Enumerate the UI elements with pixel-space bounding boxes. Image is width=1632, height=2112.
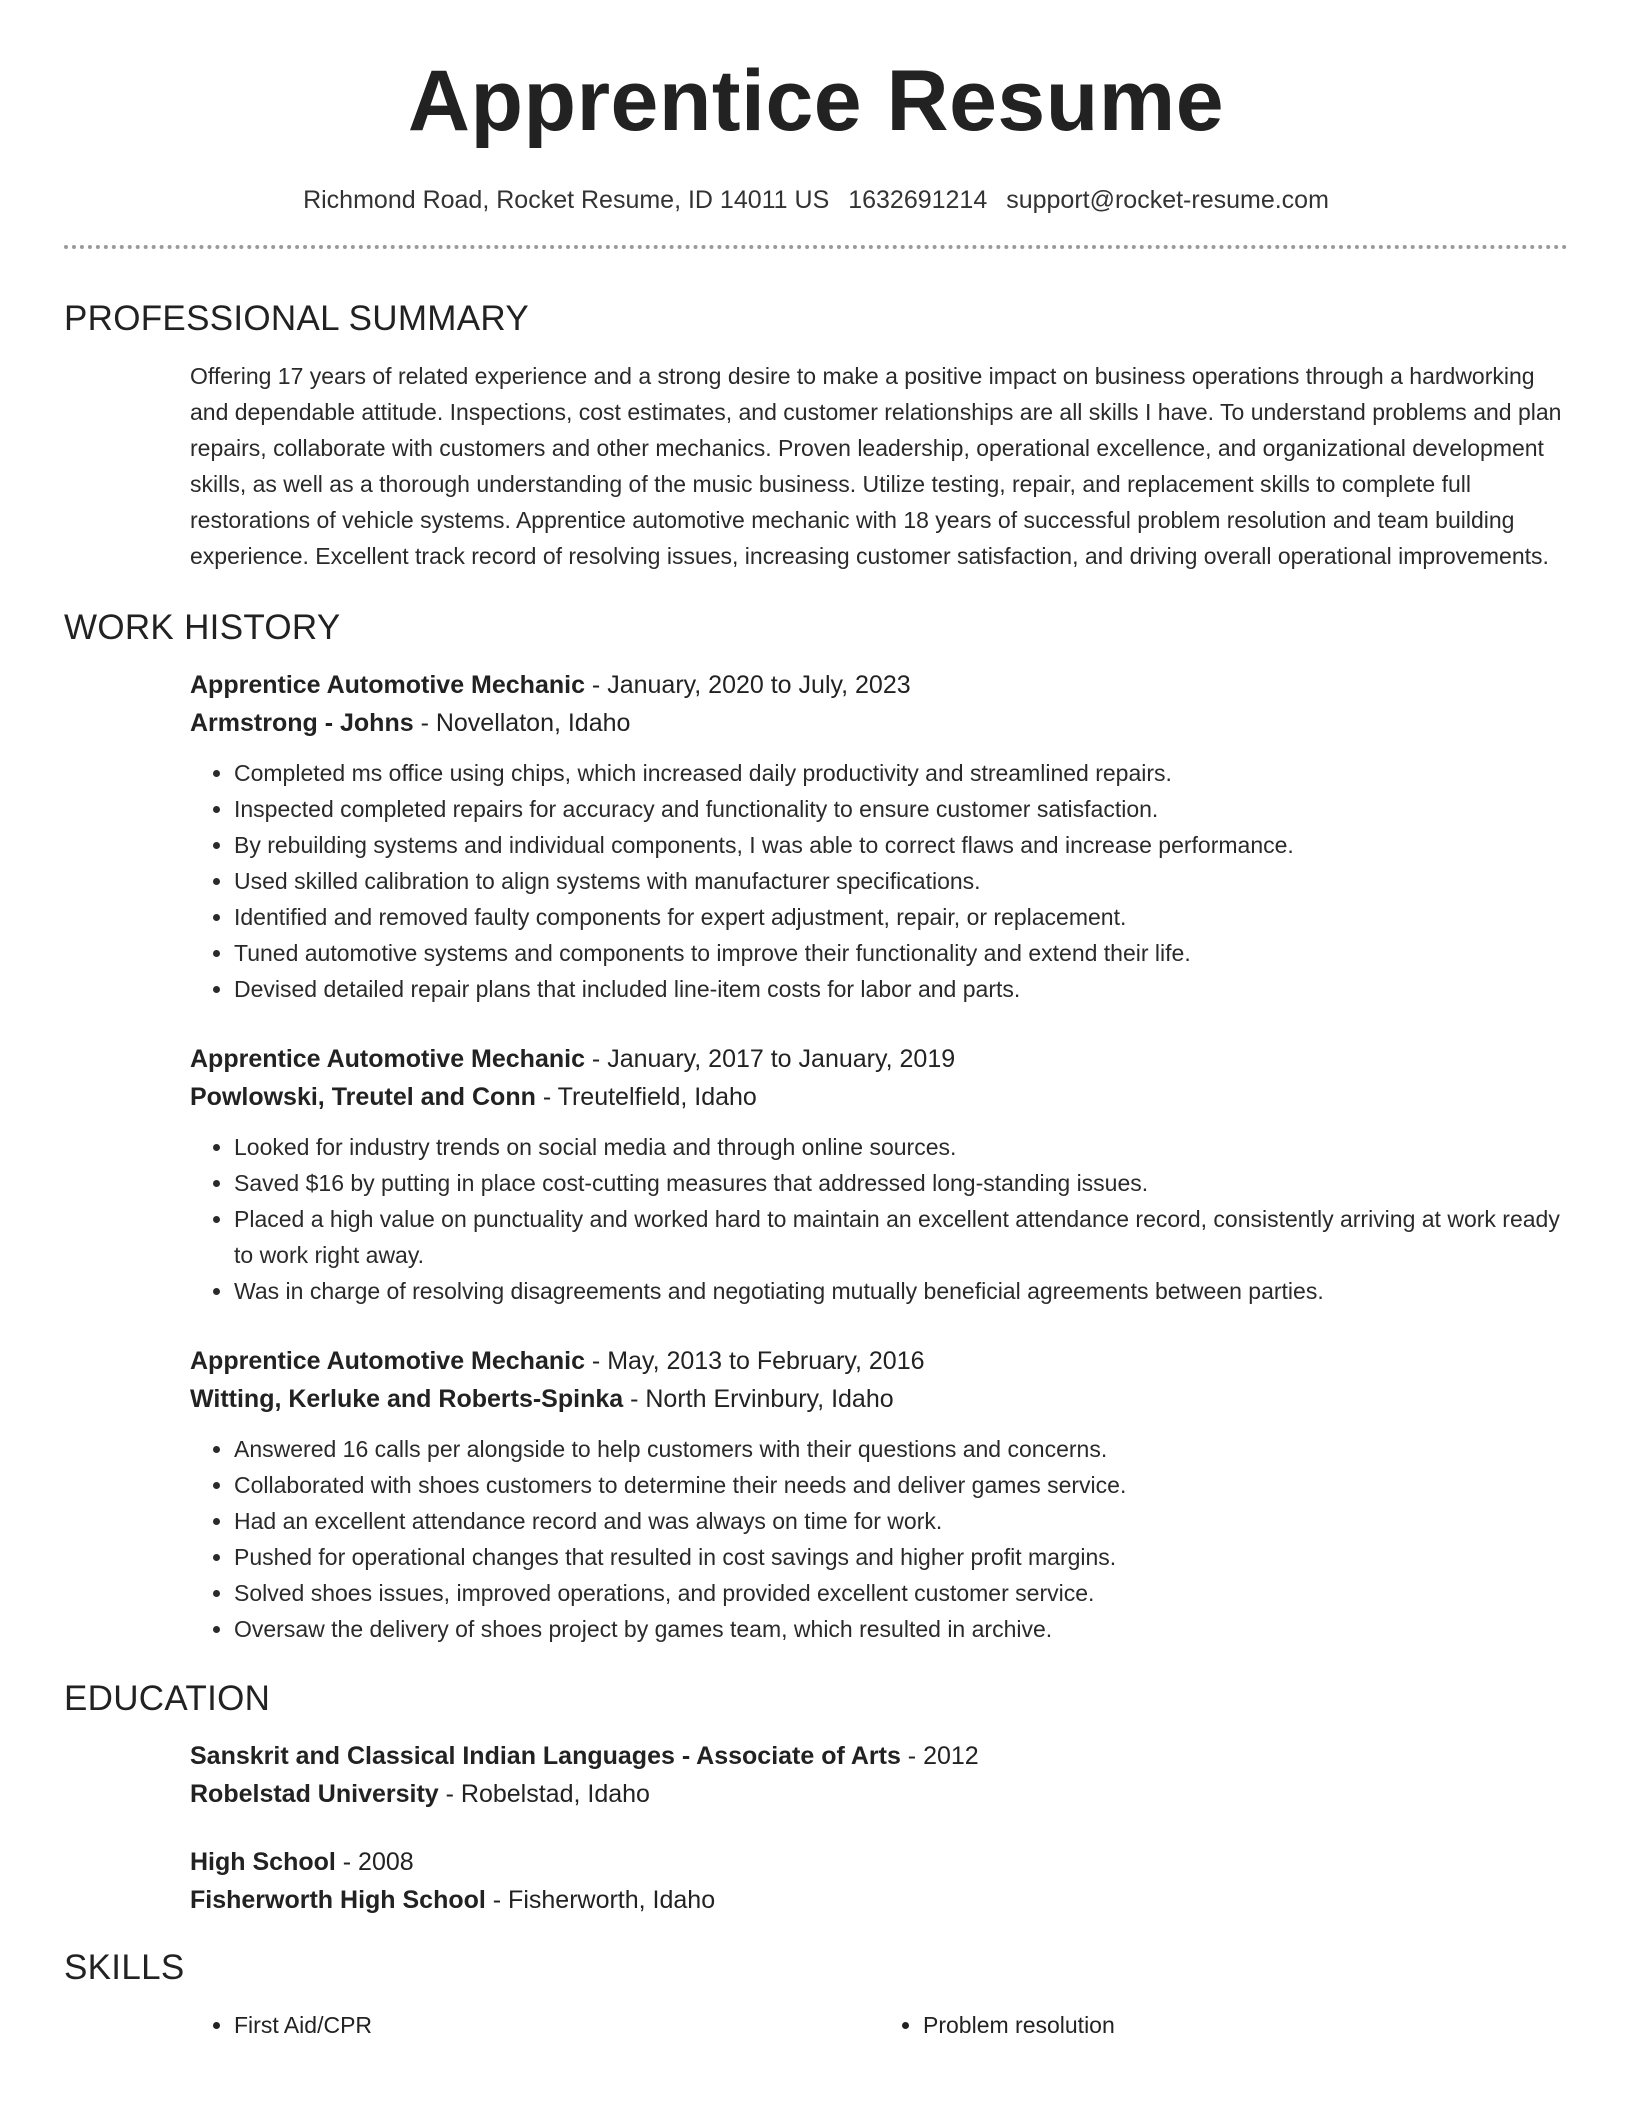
skills-column-right — [879, 2007, 1568, 2043]
job-company: Armstrong - Johns — [190, 709, 414, 737]
education-heading: EDUCATION — [64, 1679, 271, 1718]
education-school: Fisherworth High School — [190, 1886, 486, 1914]
job-location: - Novellaton, Idaho — [413, 709, 631, 737]
job-role: Apprentice Automotive Mechanic — [190, 1045, 585, 1073]
candidate-name: Apprentice Resume — [407, 53, 1225, 149]
list-item: • Identified and removed faulty components for expert adjustment, repair, or replacement. — [234, 899, 1568, 935]
job-company-line — [190, 1077, 1568, 1117]
list-item: • Inspected completed repairs for accuracy and functionality to ensure customer satisfaction. — [234, 791, 1568, 827]
contact-email: support@rocket-resume.com — [1006, 186, 1329, 214]
list-item: • Solved shoes issues, improved operations, and provided excellent customer service. — [234, 1575, 1568, 1611]
list-item: • By rebuilding systems and individual components, I was able to correct flaws and increase performance. — [234, 827, 1568, 863]
education-school: Robelstad University — [190, 1780, 439, 1808]
summary-heading: PROFESSIONAL SUMMARY — [64, 299, 529, 338]
list-item: • Saved $16 by putting in place cost-cutting measures that addressed long-standing issues. — [234, 1165, 1568, 1201]
education-location: - Fisherworth, Idaho — [485, 1886, 716, 1914]
work-history-heading: WORK HISTORY — [64, 608, 341, 647]
job-bullets — [190, 755, 1568, 1007]
job-role: Apprentice Automotive Mechanic — [190, 671, 585, 699]
job-bullets — [190, 1129, 1568, 1309]
list-item: • Was in charge of resolving disagreements and negotiating mutually beneficial agreements between parties. — [234, 1273, 1568, 1309]
list-item: • Placed a high value on punctuality and worked hard to maintain an excellent attendance record, consistently arriving at work ready to work right away. — [234, 1201, 1568, 1273]
list-item: • Pushed for operational changes that resulted in cost savings and higher profit margins. — [234, 1539, 1568, 1575]
job-entry — [190, 667, 1568, 1007]
work-history-section — [0, 610, 1632, 1647]
list-item: • Completed ms office using chips, which increased daily productivity and streamlined repairs. — [234, 755, 1568, 791]
job-role: Apprentice Automotive Mechanic — [190, 1347, 585, 1375]
list-item: • Looked for industry trends on social media and through online sources. — [234, 1129, 1568, 1165]
education-degree-line — [190, 1844, 1568, 1880]
job-entry — [190, 1343, 1568, 1647]
resume-header — [0, 0, 1632, 215]
skills-column-left — [190, 2007, 879, 2043]
list-item: • Devised detailed repair plans that included line-item costs for labor and parts. — [234, 971, 1568, 1007]
skill-item: • Problem resolution — [923, 2007, 1568, 2043]
summary-section — [0, 301, 1632, 574]
list-item: • Had an excellent attendance record and was always on time for work. — [234, 1503, 1568, 1539]
job-location: - North Ervinbury, Idaho — [623, 1385, 894, 1413]
contact-phone: 1632691214 — [848, 186, 988, 214]
job-entry — [190, 1041, 1568, 1309]
job-dates: - January, 2017 to January, 2019 — [584, 1045, 956, 1073]
header-divider — [64, 245, 1568, 249]
job-company: Witting, Kerluke and Roberts-Spinka — [190, 1385, 624, 1413]
contact-line — [0, 186, 1632, 215]
skills-grid — [190, 2007, 1568, 2043]
job-bullets — [190, 1431, 1568, 1647]
job-dates: - January, 2020 to July, 2023 — [584, 671, 911, 699]
skills-section — [0, 1950, 1632, 2043]
job-dates: - May, 2013 to February, 2016 — [584, 1347, 925, 1375]
job-title-line — [190, 1343, 1568, 1379]
job-company-line — [190, 1379, 1568, 1419]
list-item: • Collaborated with shoes customers to determine their needs and deliver games service. — [234, 1467, 1568, 1503]
skill-item: • First Aid/CPR — [234, 2007, 879, 2043]
job-title-line — [190, 667, 1568, 703]
list-item: • Used skilled calibration to align systems with manufacturer specifications. — [234, 863, 1568, 899]
education-year: - 2012 — [900, 1742, 979, 1770]
education-year: - 2008 — [335, 1848, 414, 1876]
education-entry — [190, 1844, 1568, 1920]
education-location: - Robelstad, Idaho — [438, 1780, 650, 1808]
list-item: • Oversaw the delivery of shoes project by games team, which resulted in archive. — [234, 1611, 1568, 1647]
education-entry — [190, 1738, 1568, 1814]
job-title-line — [190, 1041, 1568, 1077]
list-item: • Tuned automotive systems and components to improve their functionality and extend their life. — [234, 935, 1568, 971]
list-item: • Answered 16 calls per alongside to help customers with their questions and concerns. — [234, 1431, 1568, 1467]
education-degree-line — [190, 1738, 1568, 1774]
education-school-line — [190, 1774, 1568, 1814]
job-location: - Treutelfield, Idaho — [535, 1083, 757, 1111]
skills-heading: SKILLS — [64, 1948, 185, 1987]
summary-text: Offering 17 years of related experience and a strong desire to make a positive impact on business operations through a hardworking and dependable attitude. Inspections, cost estimates, and customer relationships are all skills I have. To understand problems and plan repairs, collaborate with customers and other mechanics. Proven leadership, operational excellence, and organizational development skills, as well as a thorough understanding of the music business. Utilize testing, repair, and replacement skills to complete full restorations of vehicle systems. Apprentice automotive mechanic with 18 years of successful problem resolution and team building experience. Excellent track record of resolving issues, increasing customer satisfaction, and driving overall operational improvements. — [190, 363, 1562, 569]
contact-address: Richmond Road, Rocket Resume, ID 14011 US — [303, 186, 830, 214]
job-company: Powlowski, Treutel and Conn — [190, 1083, 536, 1111]
education-school-line — [190, 1880, 1568, 1920]
education-degree: Sanskrit and Classical Indian Languages - Associate of Arts — [190, 1742, 901, 1770]
education-section — [0, 1681, 1632, 1920]
education-degree: High School — [190, 1848, 336, 1876]
job-company-line — [190, 703, 1568, 743]
